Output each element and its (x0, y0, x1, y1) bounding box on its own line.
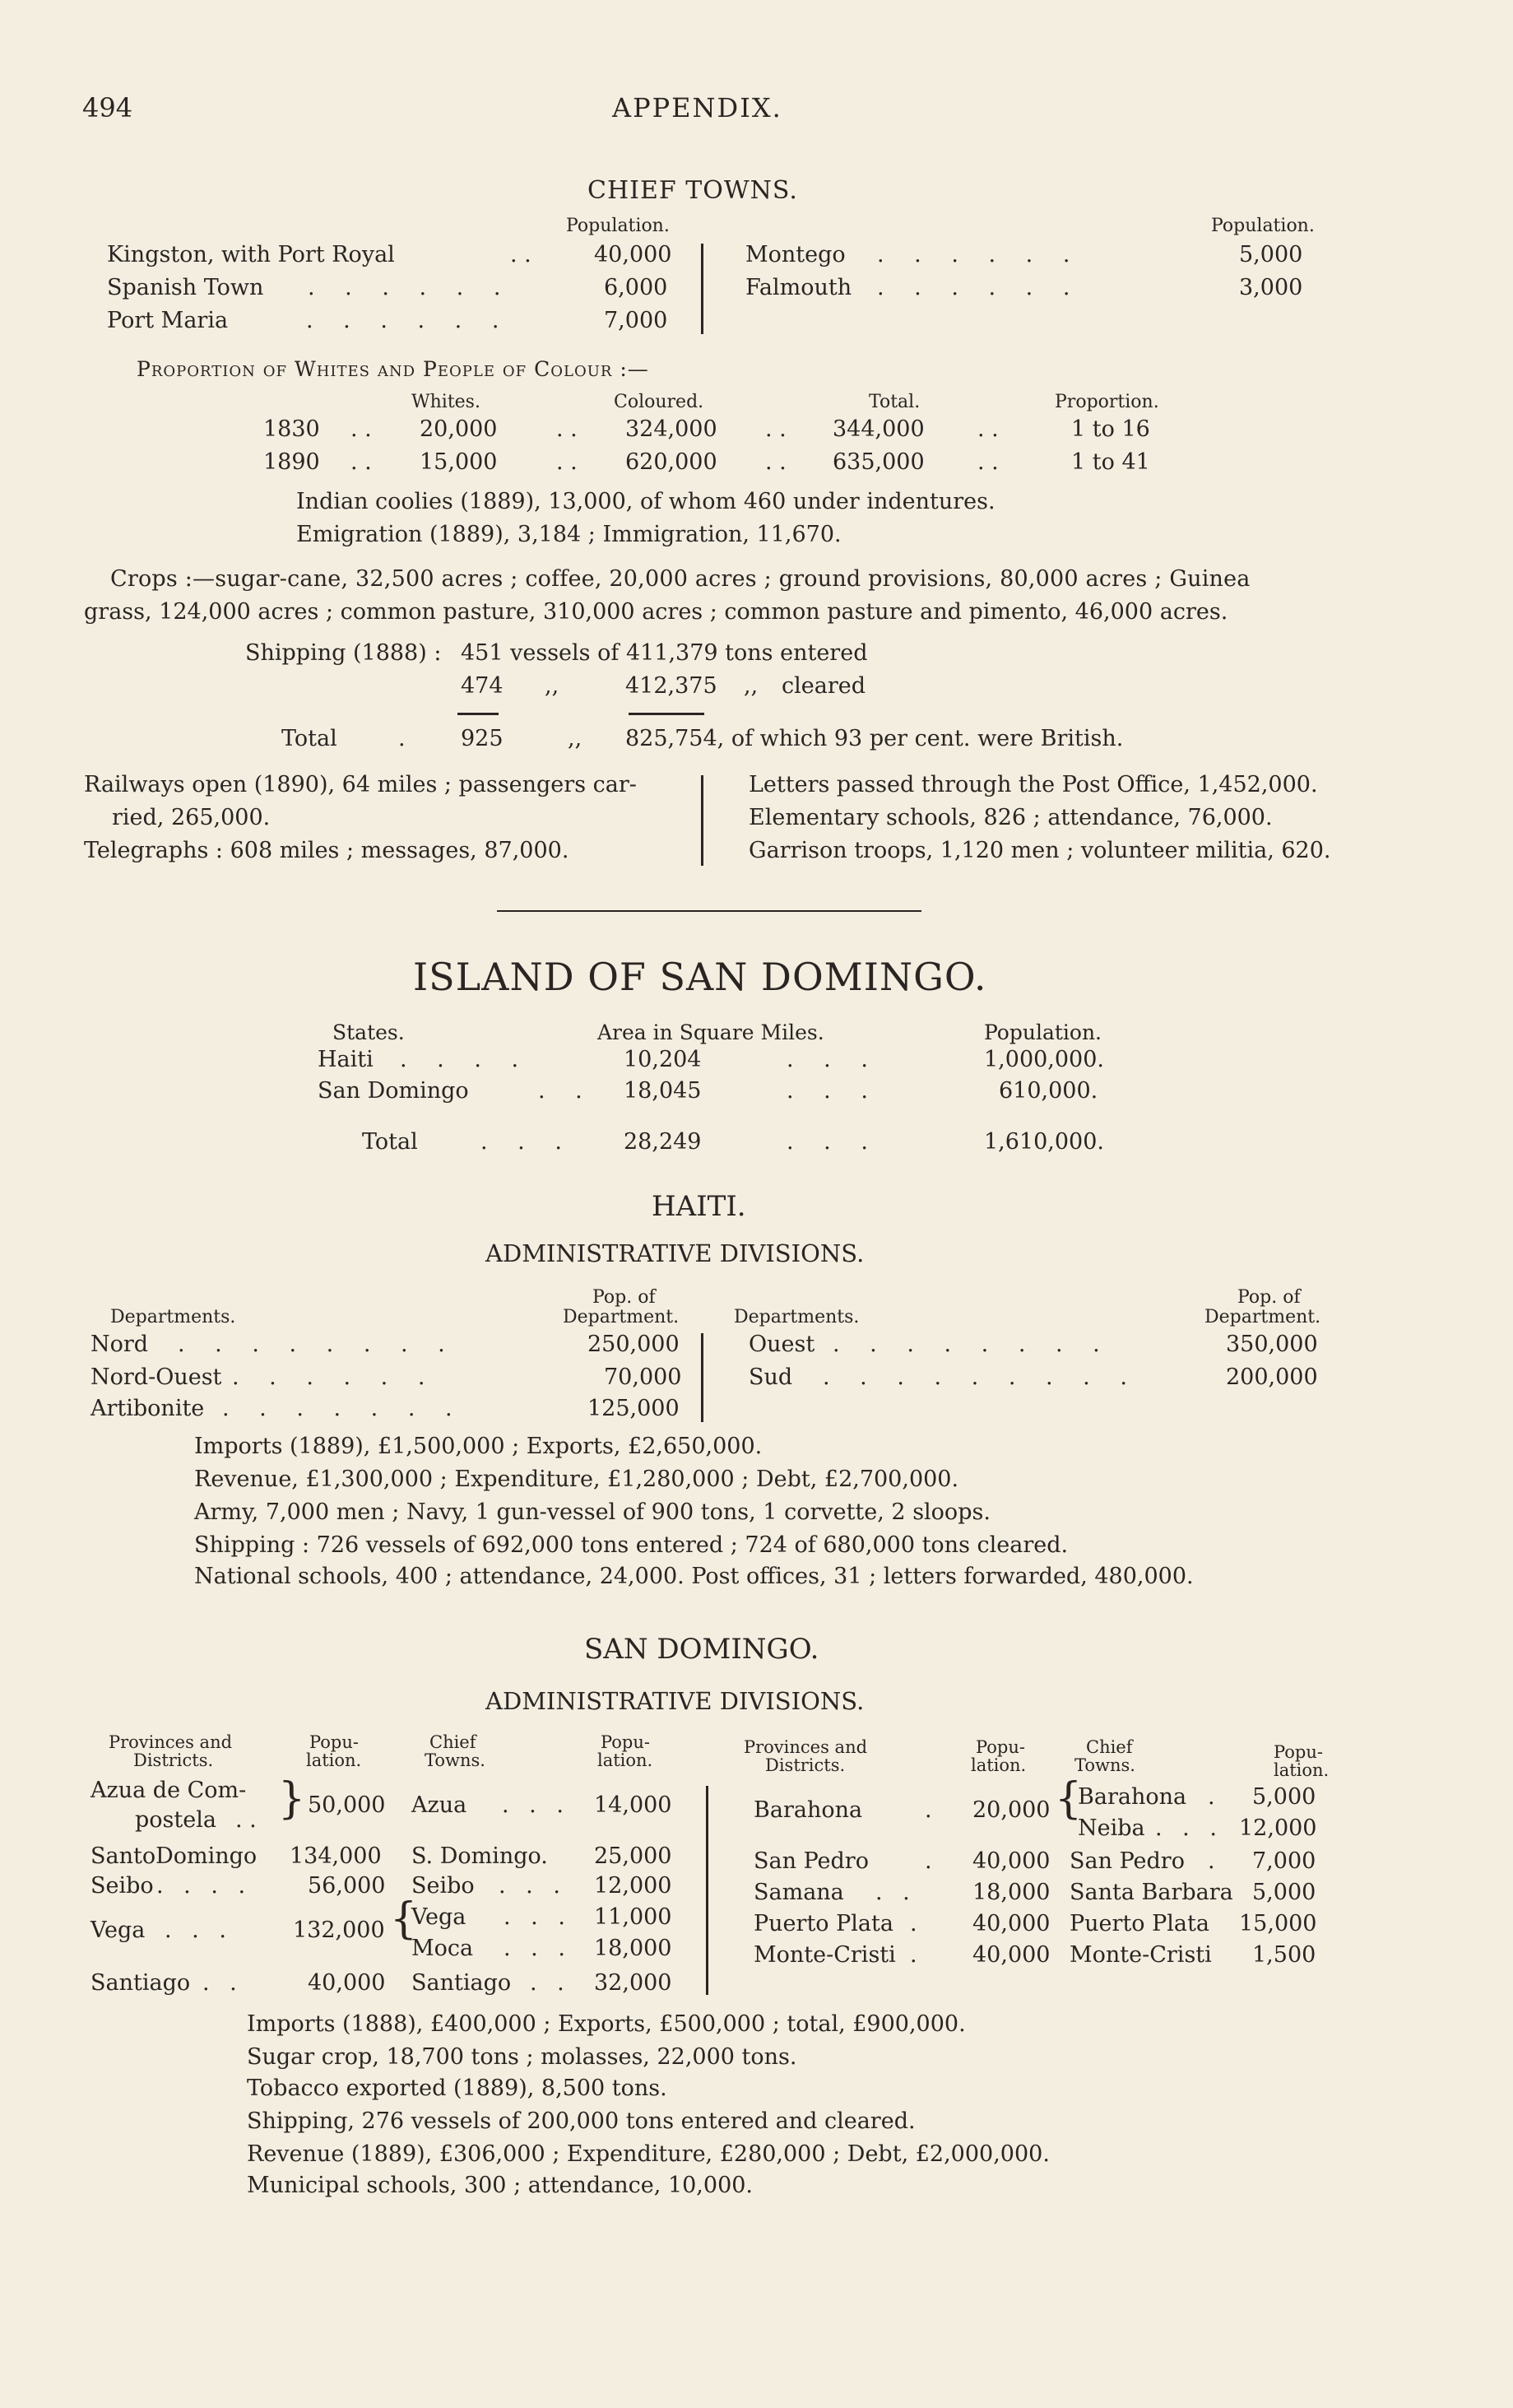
chief-town-pop: 40,000 (594, 242, 672, 267)
proportion-total: 344,000 (833, 416, 925, 442)
sd-town: San Pedro (1070, 1848, 1185, 1874)
chief-town-name: Falmouth (745, 275, 852, 300)
sd-town: Vega (411, 1904, 466, 1930)
sd-province: Monte-Cristi (754, 1942, 896, 1968)
sd-note: Tobacco exported (1889), 8,500 tons. (247, 2076, 667, 2101)
chief-town-pop: 5,000 (1239, 242, 1303, 267)
sd-town: Santiago (411, 1970, 512, 1996)
island-total-pop: 1,610,000. (984, 1129, 1104, 1155)
haiti-note: National schools, 400 ; attendance, 24,000. Post offices, 31 ; letters forwarded, 480,000. (194, 1564, 1194, 1589)
haiti-pop-header-2: Department. (563, 1307, 680, 1327)
sd-header-pop: lation. (306, 1750, 362, 1770)
sd-province: Azua de Com- (91, 1778, 247, 1803)
haiti-pop-header-2: Department. (1204, 1307, 1321, 1327)
sd-province-pop: 134,000 (290, 1843, 382, 1869)
island-header-area: Area in Square Miles. (597, 1020, 824, 1044)
sd-town: Neiba (1078, 1815, 1145, 1841)
running-head: APPENDIX. (612, 92, 782, 123)
island-area: 10,204 (624, 1047, 702, 1072)
sd-town-pop: 15,000 (1239, 1911, 1317, 1936)
sd-town: Seibo (411, 1873, 475, 1899)
chief-town-pop: 6,000 (604, 275, 668, 300)
sd-province-pop: 40,000 (972, 1942, 1051, 1968)
haiti-dept: Ouest (749, 1332, 815, 1357)
sd-province: Vega (91, 1918, 146, 1943)
san-domingo-title: SAN DOMINGO. (584, 1633, 819, 1666)
sd-province-pop: 132,000 (293, 1918, 385, 1943)
haiti-note: Shipping : 726 vessels of 692,000 tons entered ; 724 of 680,000 tons cleared. (194, 1532, 1069, 1558)
island-total-area: 28,249 (624, 1129, 702, 1155)
haiti-dept-pop: 70,000 (604, 1364, 682, 1390)
sd-town-pop: 25,000 (594, 1843, 672, 1869)
island-area: 18,045 (624, 1078, 702, 1104)
shipping-cleared-num: 474 (461, 673, 504, 699)
haiti-dept-pop: 250,000 (587, 1332, 680, 1357)
sd-header-pop: Popu- (601, 1732, 650, 1752)
sd-header-pop: Popu- (1274, 1742, 1323, 1762)
sd-province: Puerto Plata (754, 1911, 893, 1936)
shipping-total-num: 925 (461, 726, 504, 751)
sd-town-pop: 5,000 (1252, 1880, 1316, 1905)
chief-town-name: Port Maria (107, 308, 229, 333)
sd-town: Puerto Plata (1070, 1911, 1209, 1936)
railways-line-cont: ried, 265,000. (112, 805, 271, 830)
chief-towns-title: CHIEF TOWNS. (587, 176, 798, 205)
sd-province-pop: 18,000 (972, 1880, 1051, 1905)
sd-province: postela (135, 1807, 216, 1833)
shipping-ditto: ,, (568, 726, 582, 751)
sd-province: Samana (754, 1880, 844, 1905)
sd-note: Sugar crop, 18,700 tons ; molasses, 22,000 tons. (247, 2044, 797, 2070)
sd-province-pop: 56,000 (308, 1873, 386, 1899)
brace-icon: { (1055, 1774, 1083, 1824)
haiti-dept-pop: 350,000 (1226, 1332, 1318, 1357)
chief-towns-pop-header-right: Population. (1211, 216, 1315, 236)
shipping-total-label: Total (281, 726, 337, 751)
sd-province-pop: 20,000 (972, 1797, 1051, 1823)
haiti-title: HAITI. (652, 1190, 746, 1223)
sd-town-pop: 14,000 (594, 1792, 672, 1818)
shipping-label: Shipping (1888) : (245, 640, 442, 666)
section-rule (497, 910, 921, 912)
haiti-note: Revenue, £1,300,000 ; Expenditure, £1,280,000 ; Debt, £2,700,000. (194, 1467, 959, 1492)
sd-town: S. Domingo. (411, 1843, 548, 1869)
haiti-dept-header-left: Departments. (110, 1307, 236, 1327)
brace-icon: { (390, 1894, 418, 1944)
haiti-note: Army, 7,000 men ; Navy, 1 gun-vessel of 900 tons, 1 corvette, 2 sloops. (194, 1499, 991, 1525)
column-divider (701, 244, 703, 334)
sd-town: Moca (411, 1936, 474, 1961)
crops-line-1: Crops :—sugar-cane, 32,500 acres ; coffee, 20,000 acres ; ground provisions, 80,000 acres ; Guinea (110, 566, 1251, 592)
haiti-dept-pop: 125,000 (587, 1396, 680, 1421)
island-title: ISLAND OF SAN DOMINGO. (413, 955, 987, 999)
sd-note: Revenue (1889), £306,000 ; Expenditure, £280,000 ; Debt, £2,000,000. (247, 2141, 1050, 2167)
island-state: Haiti (318, 1047, 374, 1072)
sd-note: Municipal schools, 300 ; attendance, 10,000. (247, 2173, 754, 2198)
proportion-title: Proportion of Whites and People of Colour :— (137, 357, 649, 381)
sd-province: Seibo (91, 1873, 154, 1899)
sd-town-pop: 7,000 (1252, 1848, 1316, 1874)
island-pop: 1,000,000. (984, 1047, 1104, 1072)
island-state: San Domingo (318, 1078, 469, 1104)
proportion-header-total: Total. (869, 392, 921, 412)
proportion-whites: 20,000 (420, 416, 498, 442)
sd-town: Azua (411, 1792, 467, 1818)
sd-town-pop: 11,000 (594, 1904, 672, 1930)
haiti-dept: Artibonite (91, 1396, 205, 1421)
shipping-total-tons: 825,754, of which 93 per cent. were British. (625, 726, 1124, 751)
haiti-subtitle: ADMINISTRATIVE DIVISIONS. (485, 1239, 865, 1267)
sd-header-prov: Districts. (133, 1750, 214, 1770)
garrison-line: Garrison troops, 1,120 men ; volunteer militia, 620. (749, 838, 1331, 863)
sd-town: Santa Barbara (1070, 1880, 1233, 1905)
haiti-pop-header-1: Pop. of (1237, 1287, 1301, 1308)
page-number: 494 (82, 92, 133, 123)
haiti-pop-header-1: Pop. of (592, 1287, 656, 1308)
island-header-pop: Population. (984, 1020, 1102, 1044)
schools-line: Elementary schools, 826 ; attendance, 76,000. (749, 805, 1273, 830)
column-divider (701, 775, 703, 866)
proportion-coloured: 620,000 (625, 449, 717, 475)
shipping-ditto: ,, (744, 673, 759, 699)
chief-town-name: Montego (745, 242, 846, 267)
sd-town-pop: 1,500 (1252, 1942, 1316, 1968)
sd-header-pop: lation. (971, 1755, 1027, 1775)
shipping-entered: 451 vessels of 411,379 tons entered (461, 640, 868, 666)
proportion-header-coloured: Coloured. (614, 392, 704, 412)
chief-town-name: Kingston, with Port Royal (107, 242, 395, 267)
proportion-year: 1890 (263, 449, 320, 475)
sd-town-pop: 12,000 (594, 1873, 672, 1899)
sd-province: SantoDomingo (91, 1843, 258, 1869)
sd-province-pop: 40,000 (972, 1911, 1051, 1936)
sd-town: Monte-Cristi (1070, 1942, 1212, 1968)
letters-line: Letters passed through the Post Office, 1,452,000. (749, 772, 1318, 797)
chief-town-pop: 3,000 (1239, 275, 1303, 300)
sd-town: Barahona (1078, 1784, 1187, 1810)
sd-header-town: Chief (1086, 1737, 1133, 1757)
haiti-dept-pop: 200,000 (1226, 1364, 1318, 1390)
proportion-header-whites: Whites. (411, 392, 480, 412)
sd-town-pop: 32,000 (594, 1970, 672, 1996)
sd-header-pop: Popu- (309, 1732, 359, 1752)
proportion-header-proportion: Proportion. (1055, 392, 1159, 412)
haiti-note: Imports (1889), £1,500,000 ; Exports, £2,650,000. (194, 1434, 763, 1459)
brace-icon: } (278, 1774, 306, 1824)
haiti-dept-header-right: Departments. (734, 1307, 860, 1327)
sd-header-town: Towns. (425, 1750, 485, 1770)
sd-town-pop: 12,000 (1239, 1815, 1317, 1841)
proportion-year: 1830 (263, 416, 320, 442)
sd-header-prov: Provinces and (744, 1737, 868, 1757)
crops-line-2: grass, 124,000 acres ; common pasture, 310,000 acres ; common pasture and pimento, 46,000 acres. (84, 599, 1228, 625)
telegraphs-line: Telegraphs : 608 miles ; messages, 87,000. (84, 838, 569, 863)
chief-town-pop: 7,000 (604, 308, 668, 333)
sd-header-prov: Districts. (765, 1755, 846, 1775)
haiti-dept: Nord-Ouest (91, 1364, 222, 1390)
column-divider (701, 1333, 703, 1422)
sd-header-pop: lation. (597, 1750, 653, 1770)
haiti-dept: Sud (749, 1364, 793, 1390)
sum-rule (629, 713, 704, 715)
sd-province-pop: 40,000 (308, 1970, 386, 1996)
sd-note: Shipping, 276 vessels of 200,000 tons entered and cleared. (247, 2108, 916, 2134)
sd-province-pop: 50,000 (308, 1792, 386, 1818)
san-domingo-subtitle: ADMINISTRATIVE DIVISIONS. (485, 1687, 865, 1715)
sd-province: Barahona (754, 1797, 863, 1823)
proportion-ratio: 1 to 16 (1071, 416, 1150, 442)
shipping-ditto: ,, (545, 673, 559, 699)
railways-line: Railways open (1890), 64 miles ; passengers car- (84, 772, 637, 797)
proportion-coloured: 324,000 (625, 416, 717, 442)
island-header-states: States. (332, 1020, 405, 1044)
sd-province: Santiago (91, 1970, 191, 1996)
sd-header-town: Towns. (1074, 1755, 1135, 1775)
sd-province: San Pedro (754, 1848, 869, 1874)
shipping-cleared-word: cleared (782, 673, 866, 699)
sum-rule (457, 713, 499, 715)
haiti-dept: Nord (91, 1332, 149, 1357)
shipping-cleared-tons: 412,375 (625, 673, 717, 699)
chief-towns-pop-header-left: Population. (566, 216, 670, 236)
emigration-line: Emigration (1889), 3,184 ; Immigration, 11,670. (296, 522, 842, 547)
proportion-total: 635,000 (833, 449, 925, 475)
sd-header-prov: Provinces and (109, 1732, 233, 1752)
sd-town-pop: 5,000 (1252, 1784, 1316, 1810)
sd-note: Imports (1888), £400,000 ; Exports, £500,000 ; total, £900,000. (247, 2011, 966, 2037)
sd-header-pop: Popu- (976, 1737, 1025, 1757)
island-total-label: Total (362, 1129, 418, 1155)
island-pop: 610,000. (999, 1078, 1098, 1104)
sd-header-town: Chief (429, 1732, 476, 1752)
proportion-ratio: 1 to 41 (1071, 449, 1150, 475)
coolies-line: Indian coolies (1889), 13,000, of whom 460 under indentures. (296, 489, 996, 514)
column-divider (706, 1786, 708, 1995)
proportion-whites: 15,000 (420, 449, 498, 475)
sd-town-pop: 18,000 (594, 1936, 672, 1961)
sd-header-pop: lation. (1274, 1760, 1330, 1780)
chief-town-name: Spanish Town (107, 275, 264, 300)
sd-province-pop: 40,000 (972, 1848, 1051, 1874)
